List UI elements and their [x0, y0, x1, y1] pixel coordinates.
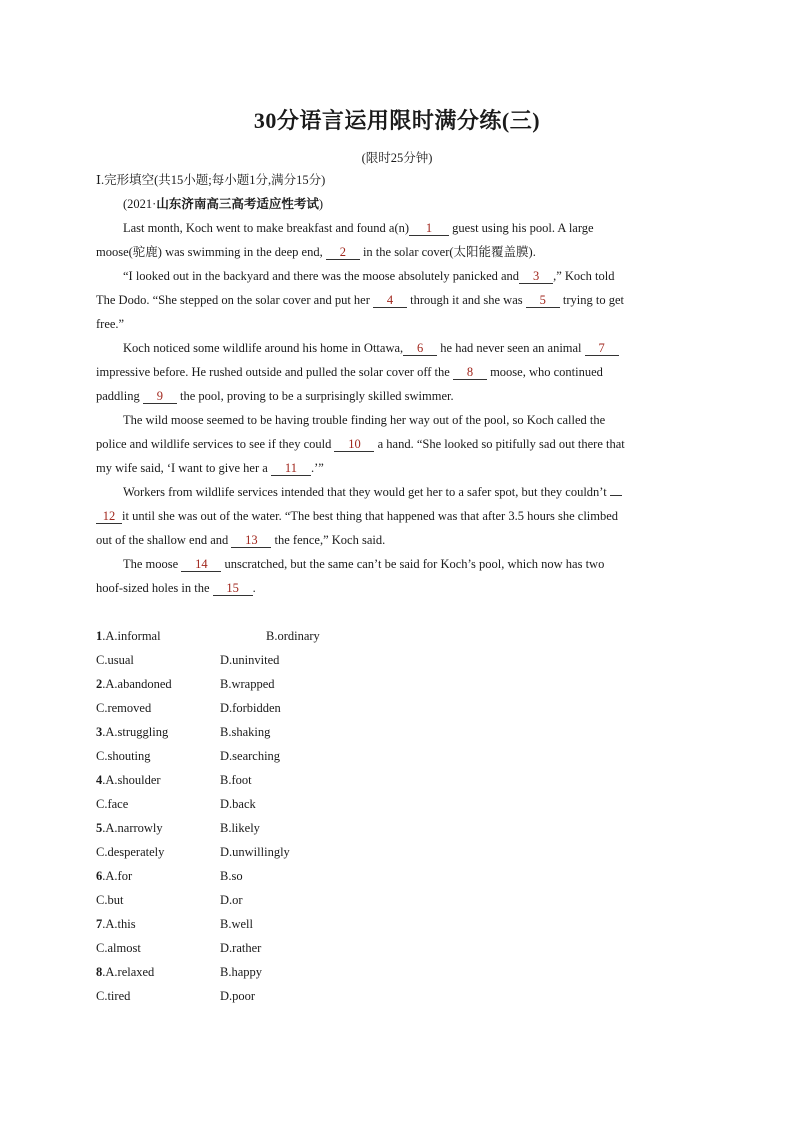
question-4-option-a: 4.A.shoulder	[96, 773, 161, 787]
blank-15: 15	[213, 581, 253, 596]
question-1-option-a: 1.A.informal	[96, 629, 161, 643]
question-2-option-d: D.forbidden	[220, 701, 281, 715]
blank-3: 3	[519, 269, 553, 284]
passage-line: The Dodo. “She stepped on the solar cover and put her 4 through it and she was 5 trying to get	[96, 293, 624, 307]
question-7-option-b: B.well	[220, 917, 253, 931]
blank-1: 1	[409, 221, 449, 236]
blank-5: 5	[526, 293, 560, 308]
time-limit-note: (限时25分钟)	[361, 151, 433, 165]
question-4-option-b: B.foot	[220, 773, 252, 787]
question-3-option-c: C.shouting	[96, 749, 151, 763]
passage-line: Workers from wildlife services intended that they would get her to a safer spot, but they couldn’t	[123, 484, 622, 500]
blank-13: 13	[231, 533, 271, 548]
question-3-option-d: D.searching	[220, 749, 281, 763]
passage-line: impressive before. He rushed outside and pulled the solar cover off the 8 moose, who continued	[96, 365, 603, 379]
passage-line: Last month, Koch went to make breakfast and found a(n) 1 guest using his pool. A large	[123, 221, 594, 235]
question-6-option-a: 6.A.for	[96, 869, 133, 883]
blank-11: 11	[271, 461, 311, 476]
question-1-option-d: D.uninvited	[220, 653, 280, 667]
blank-6: 6	[403, 341, 437, 356]
question-4-option-c: C.face	[96, 797, 129, 811]
blank-14: 14	[181, 557, 221, 572]
question-2-option-b: B.wrapped	[220, 677, 275, 691]
question-8-option-c: C.tired	[96, 989, 131, 1003]
blank-8: 8	[453, 365, 487, 380]
question-3-option-b: B.shaking	[220, 725, 271, 739]
passage-line: paddling 9 the pool, proving to be a surprisingly skilled swimmer.	[96, 389, 454, 403]
passage-line: The moose 14 unscratched, but the same can’t be said for Koch’s pool, which now has two	[123, 557, 605, 571]
question-6-option-c: C.but	[96, 893, 124, 907]
question-6-option-b: B.so	[220, 869, 243, 883]
question-8-option-d: D.poor	[220, 989, 256, 1003]
question-1-option-c: C.usual	[96, 653, 134, 667]
passage-line: my wife said, ‘I want to give her a 11 .’”	[96, 461, 324, 475]
blank-12: 12	[96, 509, 122, 524]
question-3-option-a: 3.A.struggling	[96, 725, 169, 739]
passage-line: 12 it until she was out of the water. “The best thing that happened was that after 3.5 hours she climbed	[96, 508, 618, 524]
question-8-option-a: 8.A.relaxed	[96, 965, 155, 979]
passage-line: out of the shallow end and 13 the fence,” Koch said.	[96, 533, 386, 547]
blank-9: 9	[143, 389, 177, 404]
section-heading: Ⅰ.完形填空(共15小题;每小题1分,满分15分)	[96, 173, 326, 187]
passage-line: The wild moose seemed to be having trouble finding her way out of the pool, so Koch called the	[123, 413, 606, 427]
question-7-option-d: D.rather	[220, 941, 262, 955]
blank-10: 10	[334, 437, 374, 452]
passage-line: moose(驼鹿) was swimming in the deep end, 2 in the solar cover(太阳能覆盖膜).	[96, 245, 536, 259]
question-7-option-c: C.almost	[96, 941, 141, 955]
question-6-option-d: D.or	[220, 893, 243, 907]
passage-line: police and wildlife services to see if they could 10 a hand. “She looked so pitifully sad out there that	[96, 437, 625, 451]
blank-7: 7	[585, 341, 619, 356]
question-1-option-b: B.ordinary	[266, 629, 320, 643]
question-4-option-d: D.back	[220, 797, 256, 811]
question-5-option-b: B.likely	[220, 821, 260, 835]
passage-line: Koch noticed some wildlife around his home in Ottawa, 6 he had never seen an animal 7	[123, 340, 619, 356]
source-note: (2021·山东济南高三高考适应性考试)	[123, 197, 324, 211]
passage-line: free.”	[96, 317, 125, 331]
question-7-option-a: 7.A.this	[96, 917, 136, 931]
passage-line: “I looked out in the backyard and there was the moose absolutely panicked and 3 ,” Koch told	[123, 269, 615, 283]
question-5-option-a: 5.A.narrowly	[96, 821, 163, 835]
passage-line: hoof-sized holes in the 15 .	[96, 581, 256, 595]
question-2-option-c: C.removed	[96, 701, 152, 715]
question-5-option-d: D.unwillingly	[220, 845, 290, 859]
blank-4: 4	[373, 293, 407, 308]
question-8-option-b: B.happy	[220, 965, 263, 979]
question-2-option-a: 2.A.abandoned	[96, 677, 172, 691]
blank-2: 2	[326, 245, 360, 260]
page-title: 30分语言运用限时满分练(三)	[253, 108, 541, 133]
question-5-option-c: C.desperately	[96, 845, 165, 859]
